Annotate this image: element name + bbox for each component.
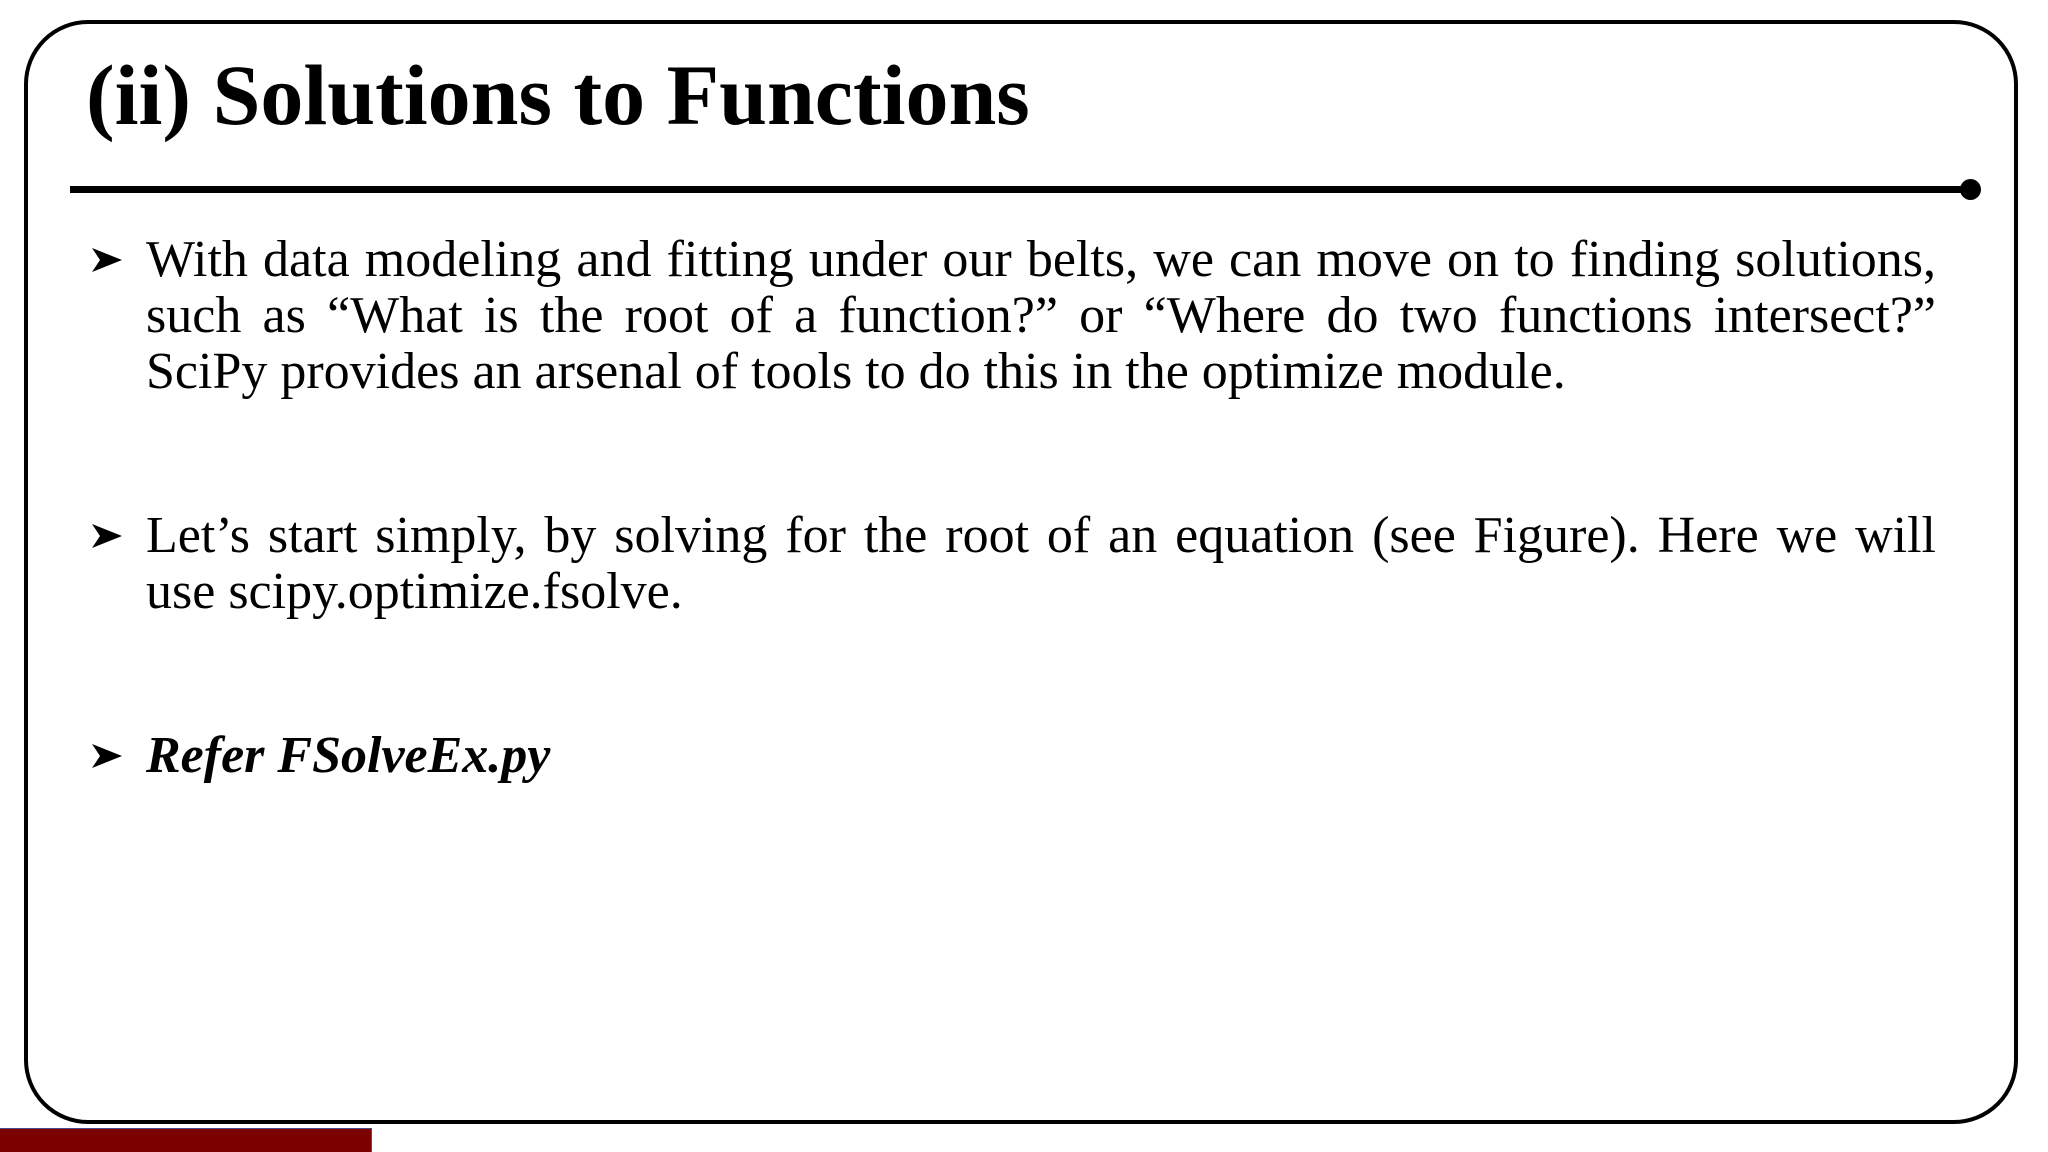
arrowhead-bullet-icon	[86, 508, 146, 564]
title-underline	[70, 186, 1968, 193]
bullet-item	[86, 508, 1936, 620]
bullet-list	[86, 232, 1936, 784]
arrowhead-bullet-icon	[86, 232, 146, 288]
bullet-item	[86, 728, 1936, 784]
slide-title: (ii) Solutions to Functions	[86, 47, 1030, 143]
arrowhead-bullet-icon	[86, 728, 146, 784]
bullet-text-reference: Refer FSolveEx.py	[146, 727, 551, 784]
bullet-item	[86, 232, 1936, 400]
bullet-text: Let’s start simply, by solving for the root of an equation (see Figure). Here we will use scipy.optimize.fsolve.	[146, 507, 1936, 620]
underline-end-dot	[1960, 179, 1981, 200]
bullet-text: With data modeling and fitting under our belts, we can move on to finding solutions, such as “What is the root of a function?” or “Where do two functions intersect?” SciPy provides an arsenal of tools to do this in the optimize module.	[146, 231, 1936, 400]
footer-accent-bar	[0, 1128, 372, 1152]
